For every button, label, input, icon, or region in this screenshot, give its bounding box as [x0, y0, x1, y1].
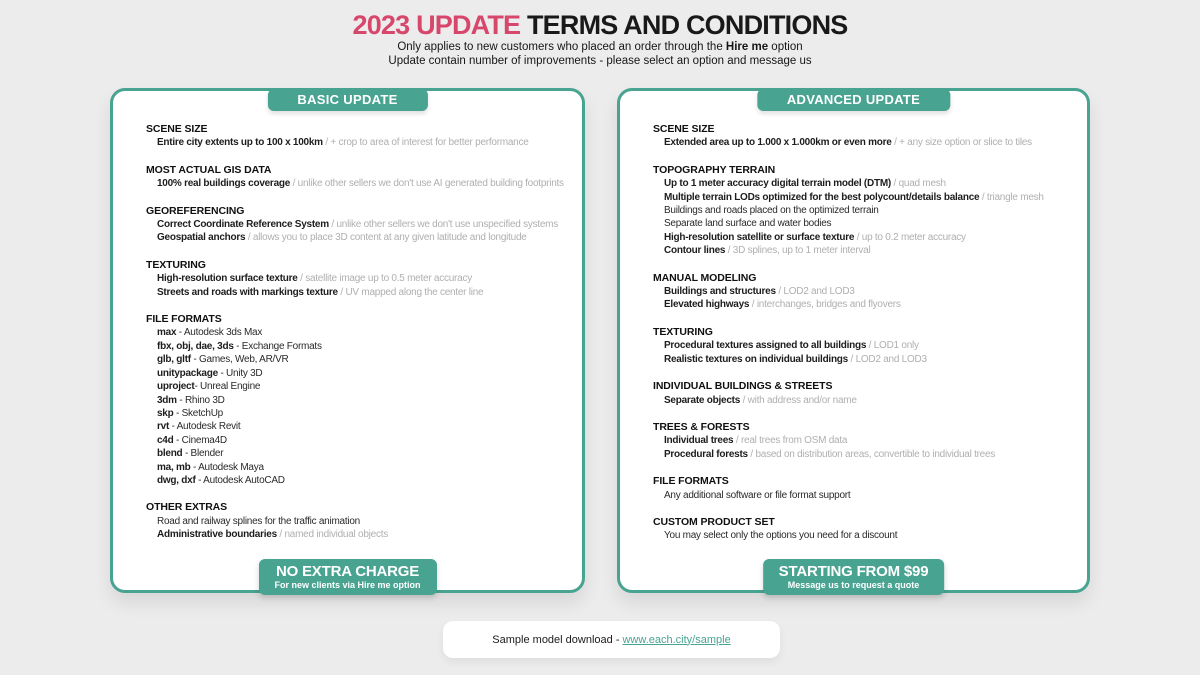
- feature-section: [653, 164, 1081, 258]
- feature-note: / UV mapped along the center line: [337, 286, 484, 298]
- feature-note: / unlike other sellers we don't use unspecified systems: [328, 219, 559, 231]
- feature-main: blend: [157, 448, 183, 460]
- feature-section: [653, 516, 1081, 543]
- feature-note: - Autodesk Revit: [169, 421, 241, 433]
- section-heading: MANUAL MODELING: [653, 271, 757, 284]
- feature-section: [146, 501, 576, 541]
- feature-item: [653, 529, 1081, 542]
- feature-main: High-resolution surface texture: [157, 273, 298, 285]
- feature-item: [653, 448, 1081, 461]
- feature-main: Separate objects: [664, 394, 741, 406]
- section-heading: SCENE SIZE: [146, 123, 208, 135]
- price-badge: [258, 559, 436, 595]
- feature-item: [146, 177, 576, 190]
- feature-note: / triangle mesh: [979, 191, 1044, 203]
- feature-note: / unlike other sellers we don't use AI generated building footprints: [290, 178, 564, 190]
- section-heading: CUSTOM PRODUCT SET: [653, 515, 775, 528]
- feature-main: Realistic textures on individual buildings: [664, 353, 848, 365]
- feature-main: ma, mb: [157, 461, 191, 473]
- feature-item: [146, 286, 576, 299]
- feature-note: / LOD2 and LOD3: [775, 286, 855, 298]
- feature-item: [146, 380, 576, 393]
- feature-main: glb, gltf: [157, 354, 191, 366]
- feature-section: [653, 326, 1081, 366]
- page-title: [0, 11, 1200, 40]
- feature-note: / up to 0.2 meter accuracy: [854, 231, 966, 243]
- feature-note: / LOD1 only: [866, 340, 919, 352]
- feature-item: [653, 204, 1081, 217]
- section-heading: FILE FORMATS: [146, 313, 222, 326]
- feature-main: 3dm: [157, 394, 177, 406]
- feature-item: [146, 136, 576, 149]
- feature-item: [653, 434, 1081, 447]
- feature-main: c4d: [157, 434, 174, 446]
- feature-note: - Autodesk Maya: [190, 461, 264, 473]
- feature-main: Multiple terrain LODs optimized for the best polycount/details balance: [664, 191, 980, 203]
- subtitle-1-bold: Hire me: [725, 41, 769, 53]
- feature-main: Buildings and structures: [664, 286, 776, 298]
- feature-note: / based on distribution areas, convertible to individual trees: [747, 448, 996, 460]
- feature-main: skp: [157, 407, 174, 419]
- feature-section: [653, 272, 1081, 312]
- feature-item: [146, 272, 576, 285]
- section-heading: MOST ACTUAL GIS DATA: [146, 163, 272, 176]
- feature-note: / LOD2 and LOD3: [847, 353, 927, 365]
- feature-item: [653, 353, 1081, 366]
- section-heading: FILE FORMATS: [653, 475, 729, 488]
- feature-item: [146, 434, 576, 447]
- section-heading: SCENE SIZE: [653, 123, 715, 135]
- feature-main: Streets and roads with markings texture: [157, 286, 338, 298]
- feature-note: - SketchUp: [173, 407, 223, 419]
- feature-note: - Blender: [182, 448, 224, 460]
- feature-section: [146, 313, 576, 487]
- feature-section: [146, 205, 576, 245]
- feature-note: You may select only the options you need for a discount: [664, 530, 898, 542]
- feature-note: / 3D splines, up to 1 meter interval: [725, 245, 871, 257]
- section-heading: OTHER EXTRAS: [146, 501, 228, 514]
- feature-item: [653, 231, 1081, 244]
- feature-note: Separate land surface and water bodies: [664, 218, 832, 230]
- section-heading: TEXTURING: [653, 325, 713, 338]
- feature-main: fbx, obj, dae, 3ds: [157, 340, 234, 352]
- feature-section: [653, 421, 1081, 461]
- sample-download-label: Sample model download -: [492, 633, 620, 646]
- header: [0, 11, 1200, 68]
- feature-item: [146, 528, 576, 541]
- feature-item: [653, 394, 1081, 407]
- feature-main: Extended area up to 1.000 x 1.000km or even more: [664, 137, 892, 149]
- feature-note: / + any size option or slice to tiles: [891, 137, 1032, 149]
- feature-section: [146, 164, 576, 191]
- feature-main: unitypackage: [157, 367, 218, 379]
- section-heading: GEOREFERENCING: [146, 204, 245, 217]
- feature-item: [653, 489, 1081, 502]
- feature-main: rvt: [157, 421, 170, 433]
- basic-update-panel: [110, 88, 585, 593]
- feature-note: - Games, Web, AR/VR: [190, 354, 289, 366]
- feature-item: [146, 407, 576, 420]
- feature-item: [146, 461, 576, 474]
- feature-note: / allows you to place 3D content at any given latitude and longitude: [245, 232, 527, 244]
- advanced-update-panel: [617, 88, 1090, 593]
- panel-title-badge: ADVANCED UPDATE: [757, 89, 950, 111]
- feature-item: [146, 447, 576, 460]
- feature-item: [653, 285, 1081, 298]
- section-heading: TEXTURING: [146, 258, 206, 271]
- feature-main: High-resolution satellite or surface texture: [664, 231, 855, 243]
- feature-item: [653, 339, 1081, 352]
- price-badge-subtitle: Message us to request a quote: [787, 580, 920, 590]
- feature-section: [653, 475, 1081, 502]
- feature-note: / named individual objects: [276, 529, 388, 541]
- feature-main: max: [157, 327, 177, 339]
- panel-content: [620, 91, 1087, 590]
- feature-main: Entire city extents up to 100 x 100km: [157, 137, 323, 149]
- feature-main: Elevated highways: [664, 299, 750, 311]
- feature-main: Procedural textures assigned to all buildings: [664, 340, 867, 352]
- panel-title-badge: BASIC UPDATE: [267, 89, 427, 111]
- feature-item: [146, 394, 576, 407]
- section-heading: INDIVIDUAL BUILDINGS & STREETS: [653, 380, 833, 393]
- feature-note: - Cinema4D: [173, 434, 227, 446]
- feature-note: - Exchange Formats: [233, 340, 322, 352]
- subtitle-line-2: Update contain number of improvements - please select an option and message us: [388, 55, 812, 67]
- feature-item: [653, 136, 1081, 149]
- feature-main: Contour lines: [664, 245, 726, 257]
- title-rest: TERMS AND CONDITIONS: [526, 10, 848, 40]
- subtitle-line-1: [0, 40, 1200, 54]
- feature-main: 100% real buildings coverage: [157, 178, 291, 190]
- feature-main: Up to 1 meter accuracy digital terrain model (DTM): [664, 178, 891, 190]
- feature-item: [653, 298, 1081, 311]
- feature-item: [653, 177, 1081, 190]
- price-badge-title: NO EXTRA CHARGE: [275, 563, 420, 580]
- feature-note: Any additional software or file format support: [664, 489, 851, 501]
- panel-content: [113, 91, 582, 590]
- feature-note: - Autodesk 3ds Max: [176, 327, 263, 339]
- feature-main: Correct Coordinate Reference System: [157, 219, 329, 231]
- feature-note: Road and railway splines for the traffic animation: [157, 515, 360, 527]
- feature-note: Buildings and roads placed on the optimized terrain: [664, 205, 879, 217]
- price-badge-subtitle: For new clients via Hire me option: [274, 580, 421, 590]
- feature-item: [653, 191, 1081, 204]
- feature-item: [146, 326, 576, 339]
- feature-main: Administrative boundaries: [157, 529, 277, 541]
- section-heading: TOPOGRAPHY TERRAIN: [653, 163, 776, 176]
- price-badge: [763, 559, 945, 595]
- sample-download-link[interactable]: www.each.city/sample: [622, 633, 731, 646]
- feature-main: Individual trees: [664, 435, 734, 447]
- feature-note: / interchanges, bridges and flyovers: [749, 299, 901, 311]
- feature-main: dwg, dxf: [157, 474, 196, 486]
- feature-note: - Rhino 3D: [176, 394, 225, 406]
- feature-note: / quad mesh: [891, 178, 946, 190]
- feature-note: - Unreal Engine: [194, 381, 261, 393]
- title-accent: 2023 UPDATE: [352, 10, 521, 40]
- feature-item: [146, 353, 576, 366]
- feature-section: [653, 380, 1081, 407]
- feature-note: - Autodesk AutoCAD: [195, 474, 285, 486]
- feature-section: [146, 259, 576, 299]
- feature-item: [146, 474, 576, 487]
- subtitle-1-post: option: [768, 41, 803, 53]
- feature-item: [146, 231, 576, 244]
- price-badge-title: STARTING FROM $99: [778, 563, 929, 580]
- section-heading: TREES & FORESTS: [653, 420, 750, 433]
- feature-item: [146, 367, 576, 380]
- feature-main: uproject: [157, 381, 195, 393]
- feature-note: / satellite image up to 0.5 meter accuracy: [297, 273, 472, 285]
- feature-note: / + crop to area of interest for better performance: [322, 137, 529, 149]
- feature-section: [146, 123, 576, 150]
- subtitle-1-pre: Only applies to new customers who placed an order through the: [397, 41, 726, 53]
- feature-item: [146, 515, 576, 528]
- feature-note: / with address and/or name: [740, 394, 857, 406]
- feature-item: [146, 340, 576, 353]
- feature-item: [146, 218, 576, 231]
- feature-item: [146, 420, 576, 433]
- feature-note: / real trees from OSM data: [733, 435, 848, 447]
- sample-download-bar: [443, 621, 780, 658]
- feature-item: [653, 217, 1081, 230]
- feature-main: Procedural forests: [664, 448, 748, 460]
- feature-item: [653, 244, 1081, 257]
- feature-main: Geospatial anchors: [157, 232, 246, 244]
- feature-note: - Unity 3D: [217, 367, 263, 379]
- feature-section: [653, 123, 1081, 150]
